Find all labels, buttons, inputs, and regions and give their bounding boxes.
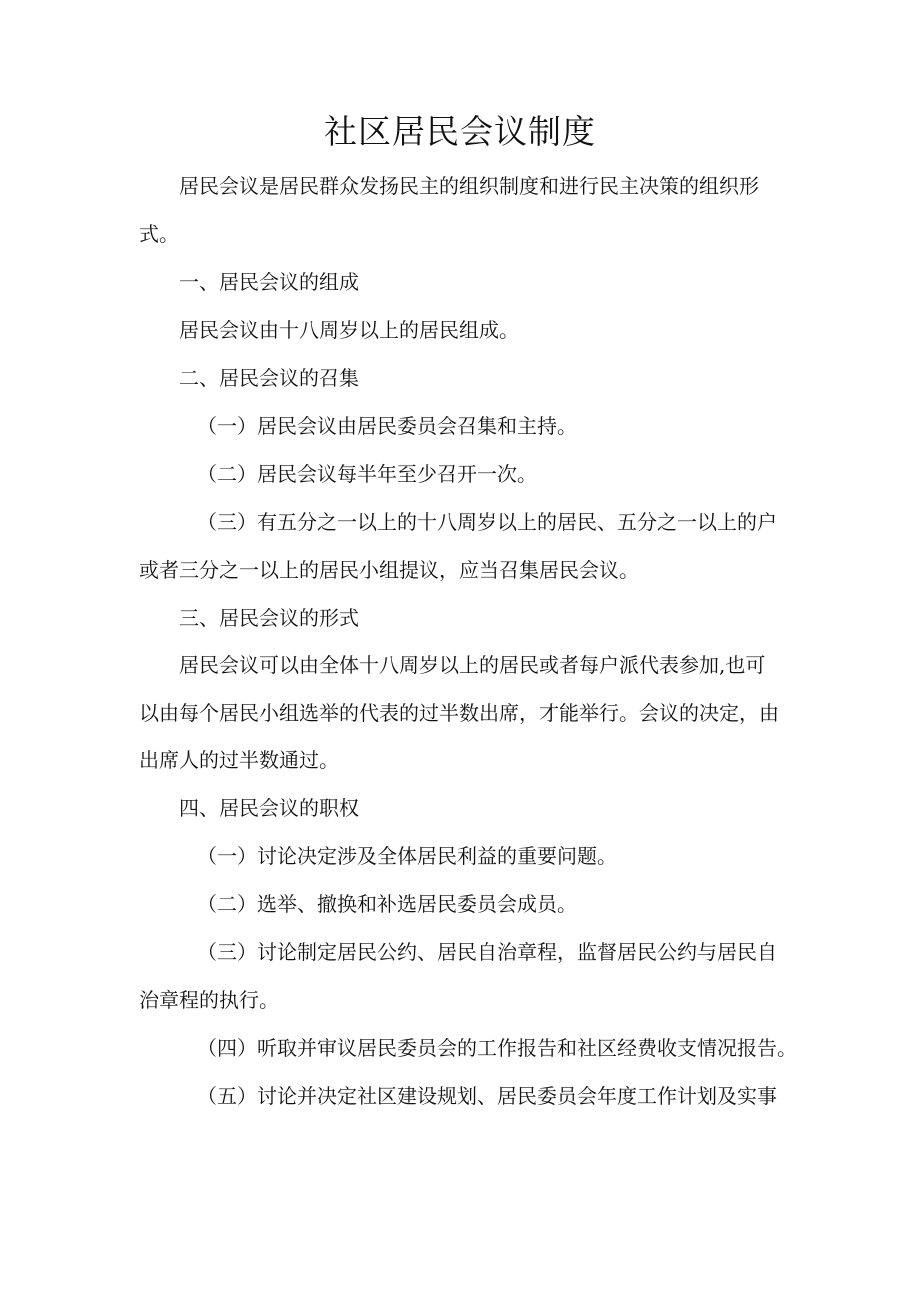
paragraph-line: 以由每个居民小组选举的代表的过半数出席，才能举行。会议的决定，由 — [139, 701, 779, 725]
paragraph-line: 或者三分之一以上的居民小组提议，应当召集居民会议。 — [139, 558, 639, 582]
list-item: （五）讨论并决定社区建设规划、居民委员会年度工作计划及实事 — [197, 1084, 777, 1108]
section-heading: 三、居民会议的形式 — [179, 606, 359, 630]
paragraph-line: 式。 — [139, 222, 179, 246]
section-heading: 二、居民会议的召集 — [179, 366, 359, 390]
list-item: （三）有五分之一以上的十八周岁以上的居民、五分之一以上的户 — [197, 510, 777, 534]
list-item: （三）讨论制定居民公约、居民自治章程，监督居民公约与居民自 — [197, 940, 777, 964]
section-heading: 一、居民会议的组成 — [179, 270, 359, 294]
list-item: （四）听取并审议居民委员会的工作报告和社区经费收支情况报告。 — [197, 1036, 797, 1060]
list-item: （一）居民会议由居民委员会召集和主持。 — [197, 414, 577, 438]
document-title: 社区居民会议制度 — [324, 112, 596, 151]
paragraph-line: 居民会议是居民群众发扬民主的组织制度和进行民主决策的组织形 — [179, 174, 759, 198]
paragraph-line: 居民会议可以由全体十八周岁以上的居民或者每户派代表参加,也可 — [179, 653, 766, 677]
list-item: （二）居民会议每半年至少召开一次。 — [197, 462, 537, 486]
list-item: （一）讨论决定涉及全体居民利益的重要问题。 — [197, 844, 617, 868]
list-item: （二）选举、撤换和补选居民委员会成员。 — [197, 892, 577, 916]
paragraph-line: 居民会议由十八周岁以上的居民组成。 — [179, 318, 519, 342]
paragraph-line: 治章程的执行。 — [139, 988, 279, 1012]
section-heading: 四、居民会议的职权 — [179, 796, 359, 820]
paragraph-line: 出席人的过半数通过。 — [139, 748, 339, 772]
